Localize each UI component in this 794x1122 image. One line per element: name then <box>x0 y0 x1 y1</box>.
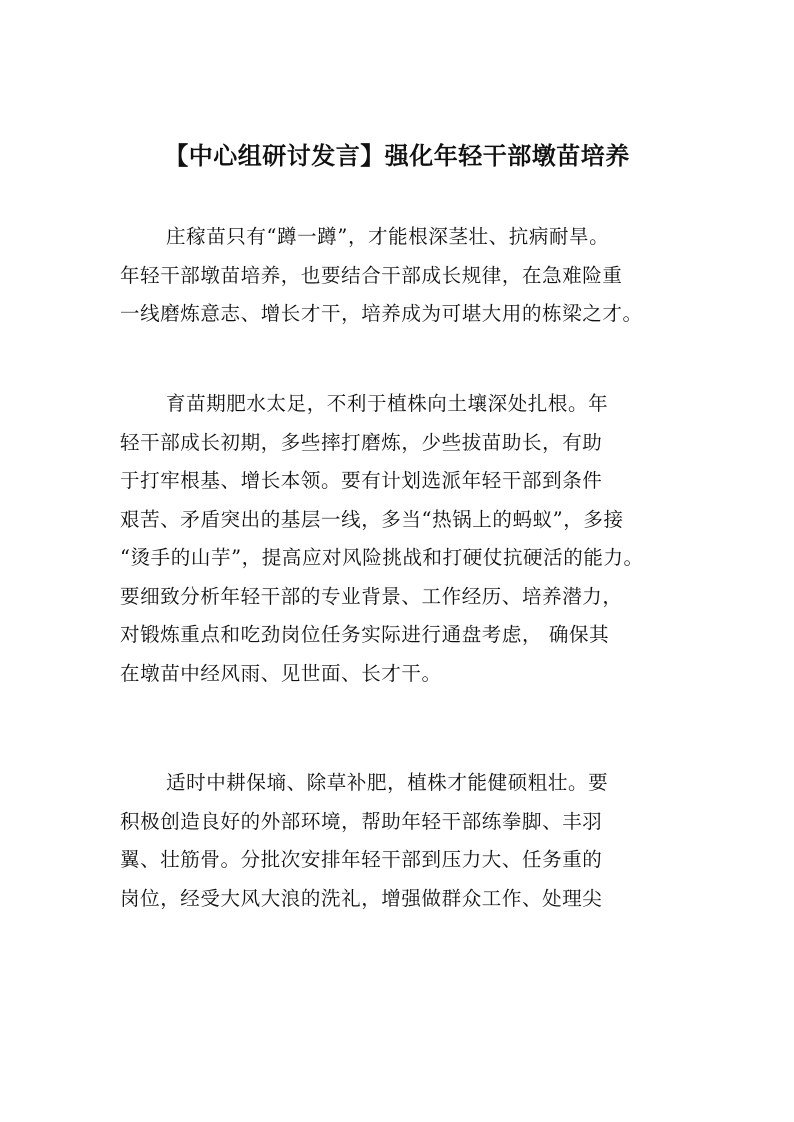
paragraph-line: 年轻干部墩苗培养，也要结合干部成长规律，在急难险重 <box>120 263 623 287</box>
paragraph-line: 于打牢根基、增长本领。要有计划选派年轻干部到条件 <box>120 469 603 492</box>
paragraph-line: 轻干部成长初期，多些摔打磨炼，少些拔苗助长，有助 <box>120 430 603 454</box>
paragraph-line: 岗位，经受大风大浪的洗礼，增强做群众工作、处理尖 <box>120 886 603 910</box>
paragraph-line: 艰苦、矛盾突出的基层一线，多当“热锅上的蚂蚁”，多接 <box>120 507 624 531</box>
paragraph-line: 积极创造良好的外部环境，帮助年轻干部练拳脚、丰羽 <box>120 809 603 833</box>
paragraph-line: 在墩苗中经风雨、见世面、长才干。 <box>120 661 442 685</box>
paragraph-line: 育苗期肥水太足，不利于植株向土壤深处扎根。年 <box>166 392 609 415</box>
paragraph-3 <box>120 764 700 918</box>
paragraph-line: “烫手的山芋”，提高应对风险挑战和打硬仗抗硬活的能力。 <box>120 546 644 569</box>
paragraph-line: 要细致分析年轻干部的专业背景、工作经历、培养潜力， <box>120 584 623 608</box>
paragraph-line: 适时中耕保墒、除草补肥，植株才能健硕粗壮。要 <box>166 771 609 794</box>
paragraph-line: 一线磨炼意志、增长才干，培养成为可堪大用的栋梁之才。 <box>120 302 643 325</box>
paragraph-1 <box>120 218 700 334</box>
paragraph-2 <box>120 385 700 693</box>
document-title: 【中心组研讨发言】强化年轻干部墩苗培养 <box>164 142 630 170</box>
paragraph-line: 翼、壮筋骨。分批次安排年轻干部到压力大、任务重的 <box>120 848 603 871</box>
paragraph-line: 对锻炼重点和吃劲岗位任务实际进行通盘考虑， 确保其 <box>120 623 610 646</box>
paragraph-line: 庄稼苗只有“蹲一蹲”，才能根深茎壮、抗病耐旱。 <box>166 225 610 248</box>
